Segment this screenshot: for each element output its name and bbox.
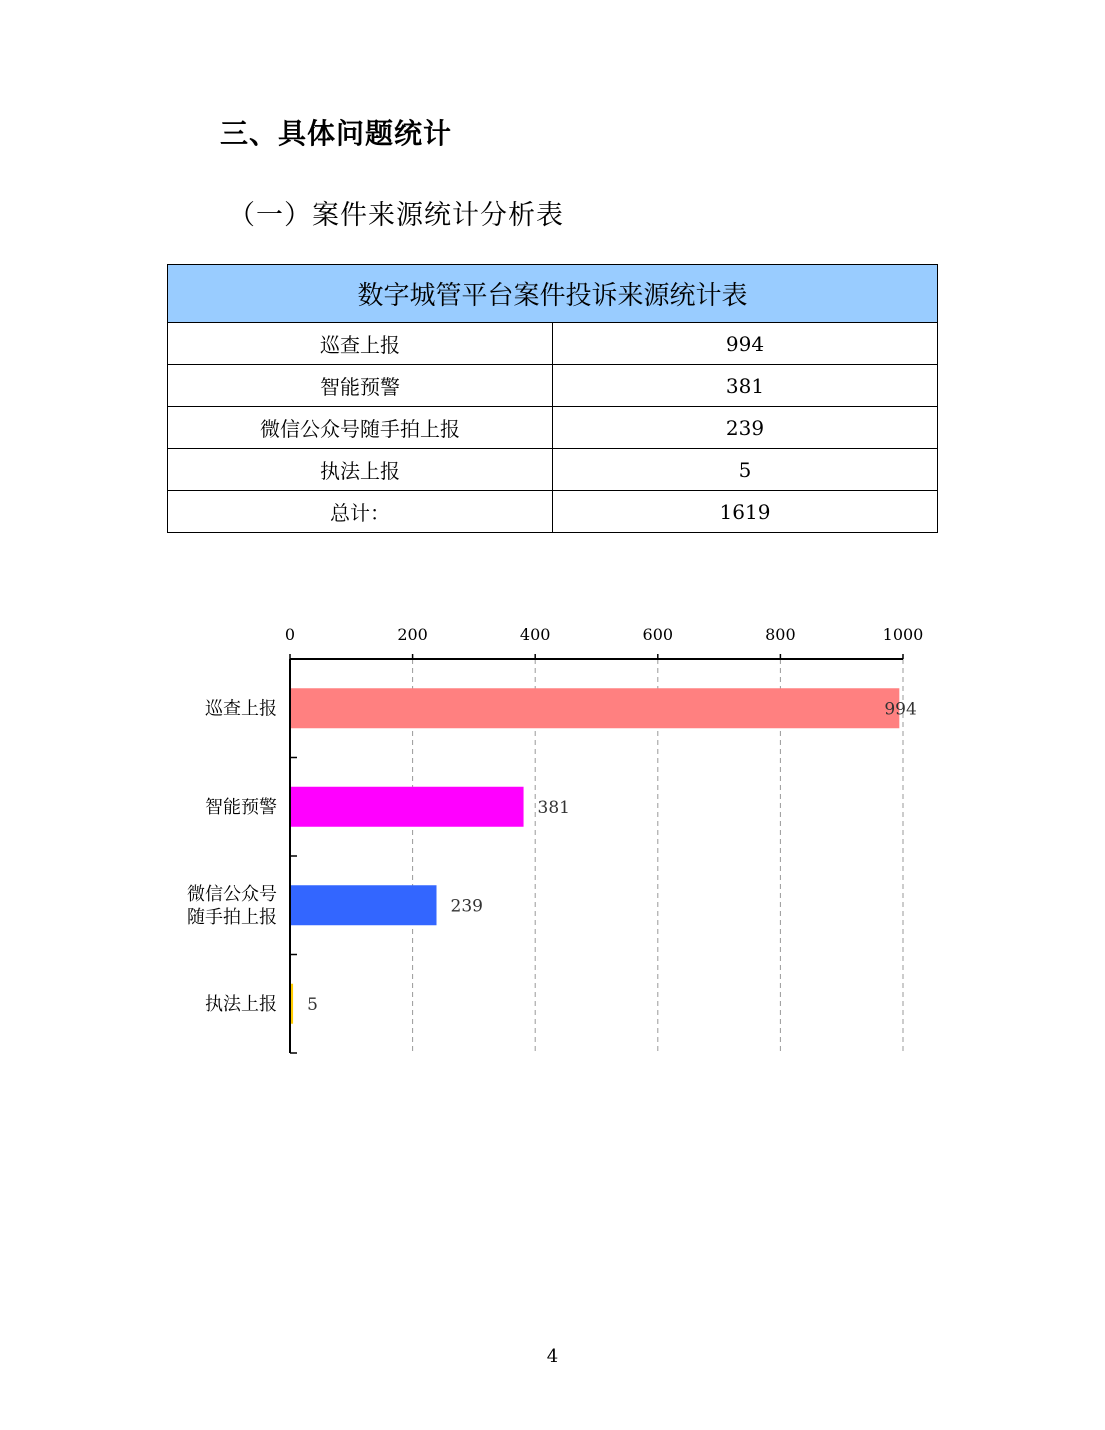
x-tick-label: 0 xyxy=(284,625,296,644)
table-title: 数字城管平台案件投诉来源统计表 xyxy=(168,265,938,323)
category-label: 随手拍上报 xyxy=(187,906,277,928)
table-row xyxy=(168,449,938,491)
table-row xyxy=(168,365,938,407)
row-label: 智能预警 xyxy=(168,365,553,407)
page-number: 4 xyxy=(546,1346,559,1367)
data-label: 381 xyxy=(537,797,571,818)
category-label: 智能预警 xyxy=(205,796,277,818)
row-value: 994 xyxy=(553,323,938,365)
table-header-row xyxy=(168,265,938,323)
row-value: 239 xyxy=(553,407,938,449)
row-label: 巡查上报 xyxy=(168,323,553,365)
source-stats-table xyxy=(167,264,938,533)
table-total-row xyxy=(168,491,938,533)
bar xyxy=(290,885,437,925)
x-tick-label: 800 xyxy=(765,625,796,644)
section-heading: 三、具体问题统计 xyxy=(220,117,453,150)
table-row xyxy=(168,323,938,365)
category-label: 执法上报 xyxy=(205,993,277,1015)
total-label: 总计： xyxy=(168,491,553,533)
category-label: 微信公众号 xyxy=(187,883,277,905)
bar xyxy=(290,688,899,728)
subsection-heading: （一）案件来源统计分析表 xyxy=(228,200,564,231)
x-tick-label: 400 xyxy=(519,625,551,644)
row-label: 执法上报 xyxy=(168,449,553,491)
data-label: 5 xyxy=(307,994,318,1015)
table-row xyxy=(168,407,938,449)
data-label: 239 xyxy=(450,896,483,917)
x-tick-label: 1000 xyxy=(882,625,924,644)
row-label: 微信公众号随手拍上报 xyxy=(168,407,553,449)
row-value: 381 xyxy=(553,365,938,407)
category-label: 巡查上报 xyxy=(205,698,277,720)
source-bar-chart xyxy=(0,600,1105,1080)
bar xyxy=(290,787,524,827)
data-label: 994 xyxy=(884,699,917,720)
x-tick-label: 600 xyxy=(642,625,674,644)
row-value: 5 xyxy=(553,449,938,491)
total-value: 1619 xyxy=(553,491,938,533)
x-tick-label: 200 xyxy=(397,625,428,644)
